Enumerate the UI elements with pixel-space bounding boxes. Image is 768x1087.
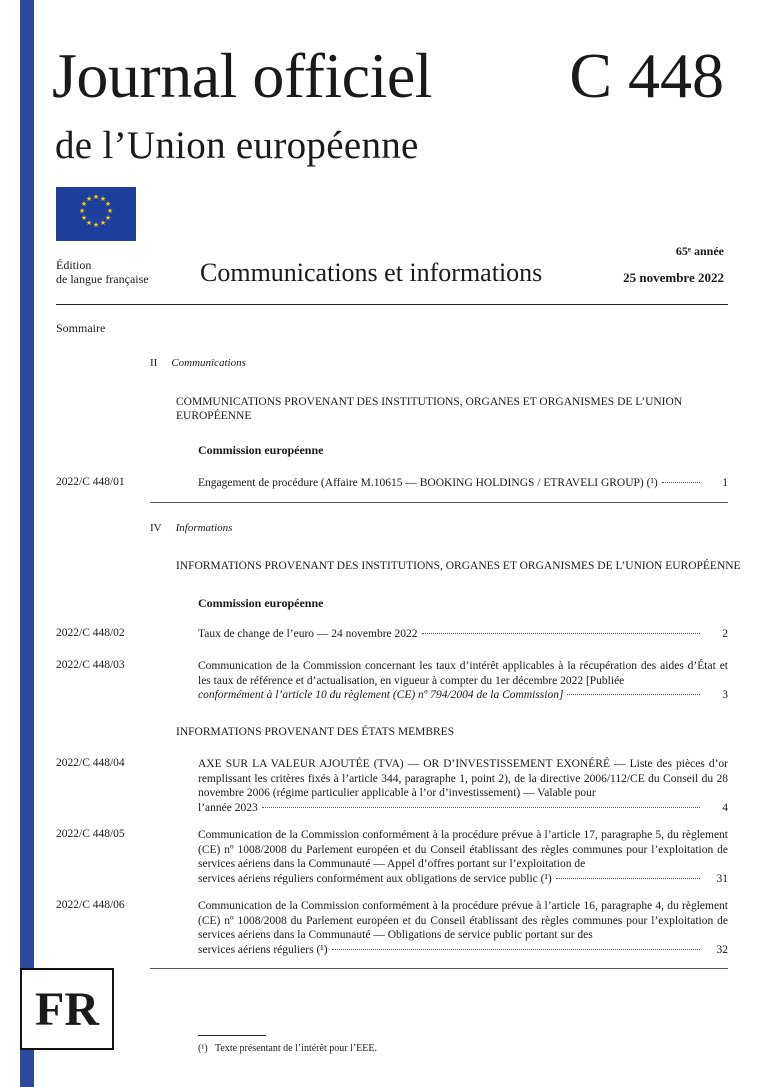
heading-member-states: INFORMATIONS PROVENANT DES ÉTATS MEMBRES xyxy=(176,726,455,738)
eu-flag-icon xyxy=(56,187,136,241)
entry-ref: 2022/C 448/02 xyxy=(56,627,125,639)
svg-text:★: ★ xyxy=(104,200,112,208)
footnote: (¹) Texte présentant de l’intérêt pour l’EEE. xyxy=(198,1043,377,1054)
svg-text:★: ★ xyxy=(85,219,93,227)
toc-entry[interactable]: AXE SUR LA VALEUR AJOUTÉE (TVA) — OR D’INVESTISSEMENT EXONÉRÉ — Liste des pièces d’or remplissant les critères fixés à l’article 344, paragraphe 1, point 2), de la directive 2006/112/CE du Conseil du 28 novembre 2006 (régime particulier applicable à l’or d’investissement) — Valable pour l’année 2023 4 xyxy=(198,758,728,814)
svg-text:★: ★ xyxy=(92,193,100,201)
svg-text:★: ★ xyxy=(78,207,86,215)
edition-label: Édition de langue française xyxy=(56,258,149,286)
svg-text:★: ★ xyxy=(80,200,88,208)
svg-text:★: ★ xyxy=(85,195,93,203)
svg-text:★: ★ xyxy=(99,195,107,203)
issue-number: C 448 xyxy=(569,40,724,111)
header-divider xyxy=(56,304,728,305)
section-title: Communications et informations xyxy=(200,258,543,287)
entry-ref: 2022/C 448/06 xyxy=(56,899,125,911)
volume-year: 65ᵉ année xyxy=(675,244,724,258)
heading-institutions-communications: COMMUNICATIONS PROVENANT DES INSTITUTIONS, ORGANES ET ORGANISMES DE L’UNION EUROPÉENNE xyxy=(176,396,683,422)
section-divider xyxy=(150,502,728,503)
part-ii: II Communications xyxy=(150,357,246,369)
toc-entry[interactable]: Engagement de procédure (Affaire M.10615 — BOOKING HOLDINGS / ETRAVELI GROUP) (¹) 1 xyxy=(198,477,728,489)
heading-institutions-informations: INFORMATIONS PROVENANT DES INSTITUTIONS, ORGANES ET ORGANISMES DE L’UNION EUROPÉENNE xyxy=(176,560,741,572)
contents-label: Sommaire xyxy=(56,321,106,335)
entry-ref: 2022/C 448/04 xyxy=(56,757,125,769)
footnote-rule xyxy=(198,1035,266,1036)
commission-heading-2: Commission européenne xyxy=(198,596,324,610)
toc-entry[interactable]: Communication de la Commission conformément à la procédure prévue à l’article 16, paragraphe 4, du règlement (CE) nº 1008/2008 du Parlement européen et du Conseil établissant des règles communes pour l’exploitation de services aériens dans la Communauté — Obligations de service public portant sur des services aériens réguliers (¹) 32 xyxy=(198,900,728,956)
commission-heading-1: Commission européenne xyxy=(198,443,324,457)
entry-ref: 2022/C 448/03 xyxy=(56,659,125,671)
svg-text:★: ★ xyxy=(106,207,114,215)
entry-ref: 2022/C 448/05 xyxy=(56,828,125,840)
publication-date: 25 novembre 2022 xyxy=(623,270,724,285)
svg-text:★: ★ xyxy=(104,214,112,222)
toc-entry[interactable]: Communication de la Commission concernant les taux d’intérêt applicables à la récupération des aides d’État et les taux de référence et d’actualisation, en vigueur à compter du 1er décembre 2022 [Publiée conformément à l’article 10 du règlement (CE) nº 794/2004 de la Commission] 3 xyxy=(198,660,728,701)
journal-title: Journal officiel xyxy=(52,40,433,111)
entry-ref: 2022/C 448/01 xyxy=(56,476,125,488)
svg-text:★: ★ xyxy=(92,221,100,229)
blue-margin-bar xyxy=(20,0,34,1087)
language-badge: FR xyxy=(20,968,114,1050)
section-divider xyxy=(150,968,728,969)
journal-subtitle: de l’Union européenne xyxy=(55,124,419,167)
svg-text:★: ★ xyxy=(99,219,107,227)
svg-text:★: ★ xyxy=(80,214,88,222)
toc-entry[interactable]: Taux de change de l’euro — 24 novembre 2022 2 xyxy=(198,628,728,640)
part-iv: IV Informations xyxy=(150,522,233,534)
toc-entry[interactable]: Communication de la Commission conformément à la procédure prévue à l’article 17, paragraphe 5, du règlement (CE) nº 1008/2008 du Parlement européen et du Conseil établissant des règles communes pour l’exploitation de services aériens dans la Communauté — Appel d’offres portant sur l’exploitation de services aériens réguliers conformément aux obligations de service public (¹) 31 xyxy=(198,829,728,885)
